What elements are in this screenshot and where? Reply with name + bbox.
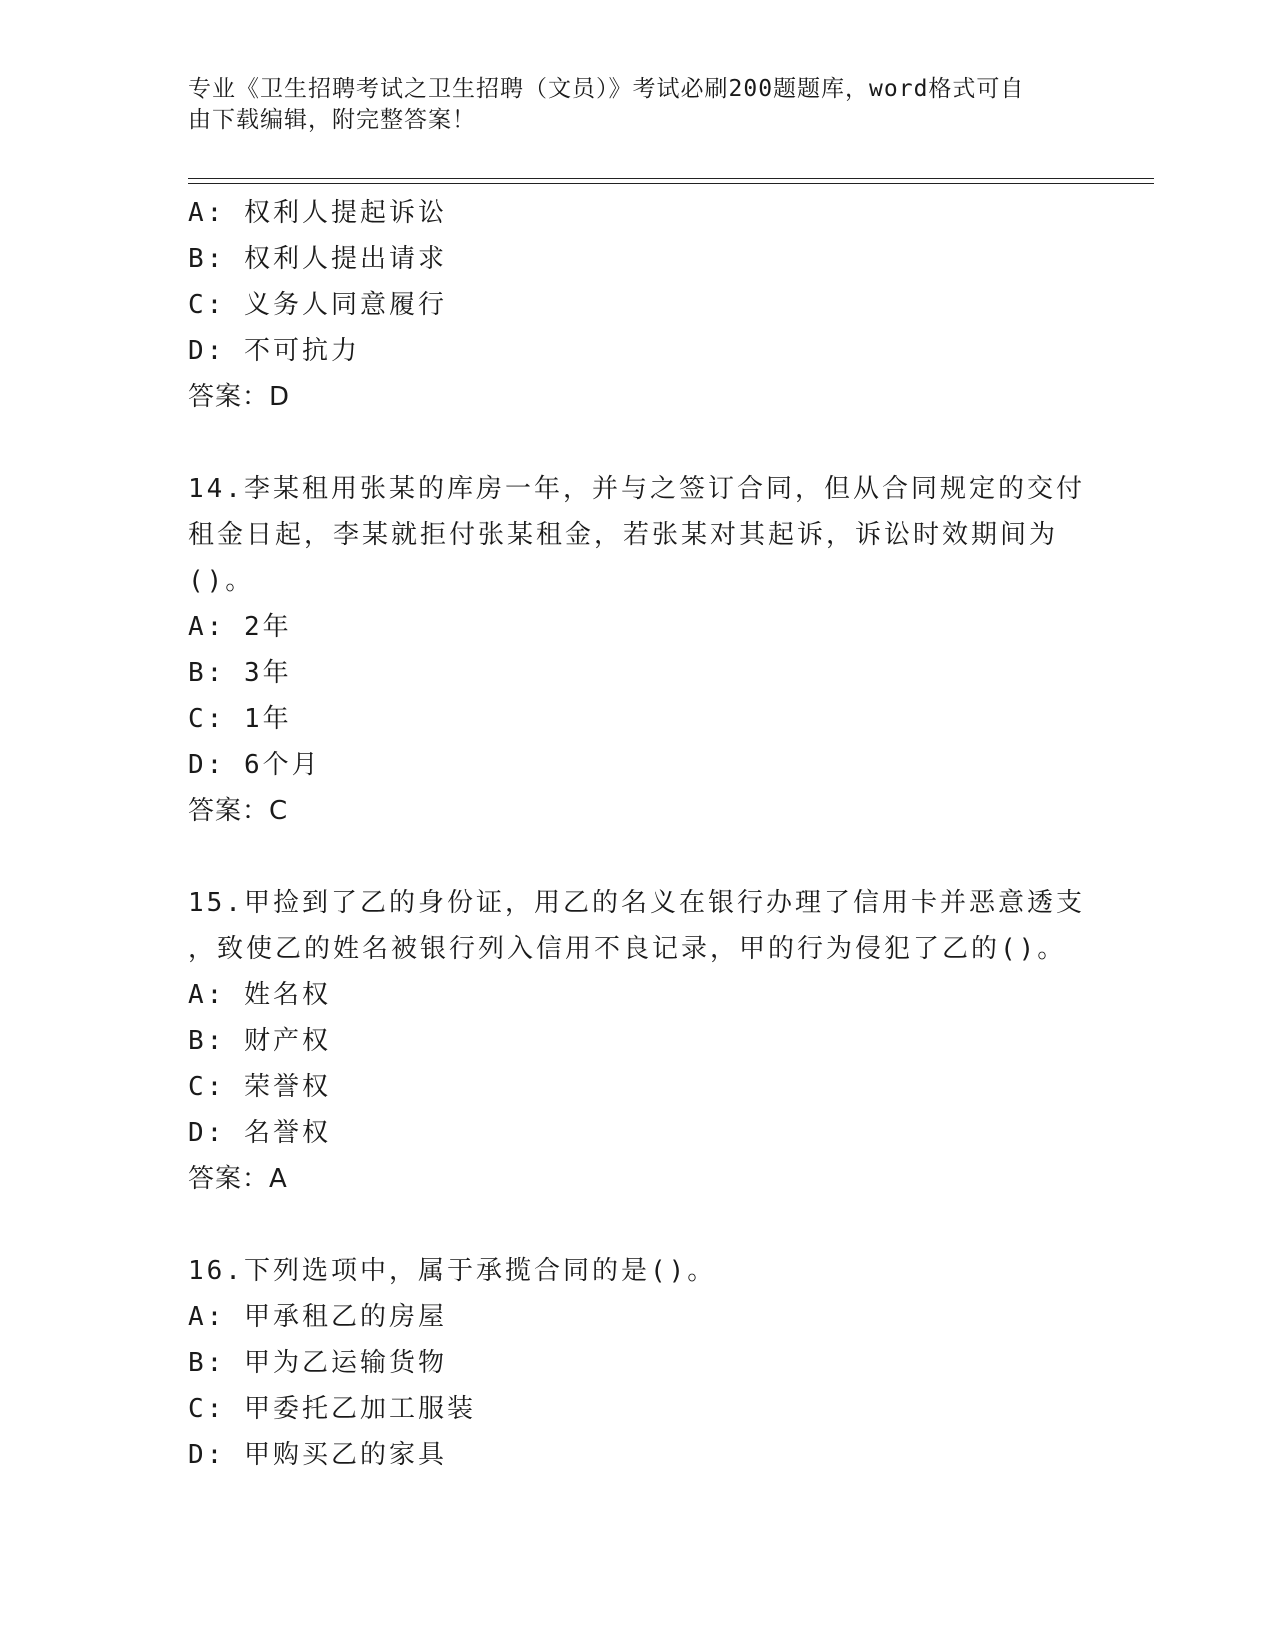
option-a: A: 甲承租乙的房屋 [188, 1302, 447, 1332]
option-b: B: 甲为乙运输货物 [188, 1348, 447, 1378]
answer: 答案：D [188, 382, 291, 412]
option-c: C: 义务人同意履行 [188, 290, 447, 320]
question-stem-line: 16.下列选项中，属于承揽合同的是()。 [188, 1256, 717, 1286]
question-list [188, 190, 1108, 1478]
option-d: D: 名誉权 [188, 1118, 331, 1148]
spacer [188, 1202, 1108, 1248]
option-c: C: 荣誉权 [188, 1072, 331, 1102]
question-14 [188, 466, 1108, 834]
option-c: C: 1年 [188, 704, 292, 734]
header-rule-bottom [188, 183, 1154, 184]
header-rule-top [188, 178, 1154, 179]
answer: 答案：C [188, 796, 289, 826]
spacer [188, 834, 1108, 880]
option-b: B: 3年 [188, 658, 292, 688]
question-stem-line: ()。 [188, 566, 255, 596]
question-stem-line: 15.甲捡到了乙的身份证，用乙的名义在银行办理了信用卡并恶意透支 [188, 888, 1085, 918]
header-line-1: 专业《卫生招聘考试之卫生招聘（文员）》考试必刷200题题库，word格式可自 [188, 76, 1025, 102]
question-15 [188, 880, 1108, 1202]
document-header [188, 74, 1068, 136]
option-a: A: 2年 [188, 612, 292, 642]
option-d: D: 6个月 [188, 750, 321, 780]
option-b: B: 财产权 [188, 1026, 331, 1056]
option-b: B: 权利人提出请求 [188, 244, 447, 274]
question-stem-line: 租金日起，李某就拒付张某租金，若张某对其起诉，诉讼时效期间为 [188, 520, 1059, 550]
question-16 [188, 1248, 1108, 1478]
option-a: A: 权利人提起诉讼 [188, 198, 447, 228]
option-d: D: 甲购买乙的家具 [188, 1440, 447, 1470]
question-stem-line: ，致使乙的姓名被银行列入信用不良记录，甲的行为侵犯了乙的()。 [188, 934, 1067, 964]
header-line-2: 由下载编辑，附完整答案！ [188, 107, 476, 133]
answer: 答案：A [188, 1164, 288, 1194]
question-stem-line: 14.李某租用张某的库房一年，并与之签订合同，但从合同规定的交付 [188, 474, 1085, 504]
option-c: C: 甲委托乙加工服装 [188, 1394, 476, 1424]
spacer [188, 420, 1108, 466]
option-d: D: 不可抗力 [188, 336, 360, 366]
option-a: A: 姓名权 [188, 980, 331, 1010]
question-13-tail [188, 190, 1108, 420]
